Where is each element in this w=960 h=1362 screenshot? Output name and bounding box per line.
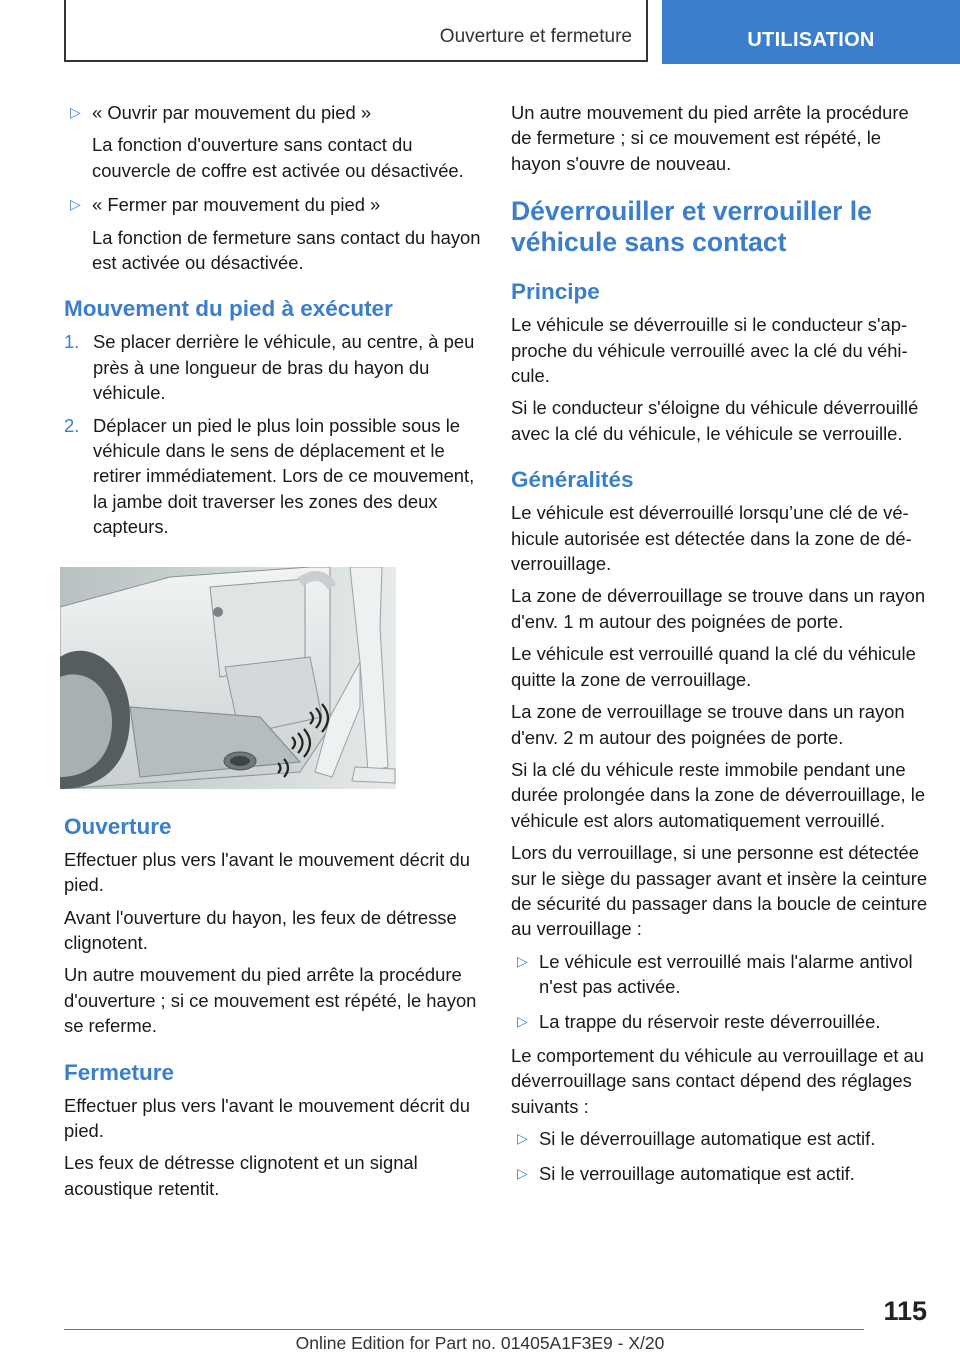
footer-edition: Online Edition for Part no. 01405A1F3E9 - X/20: [295, 1333, 665, 1353]
paragraph: La zone de déverrouillage se trouve dans un rayon d'env. 1 m autour des poignées de porte.: [511, 585, 926, 632]
paragraph: Lors du verrouillage, si une personne est détectée sur le siège du passager avant et insère la ceinture de sécurité du passager dans la boucle de ceinture au verrouillage :: [511, 842, 928, 940]
header-section-title: Ouverture et fermeture: [64, 0, 648, 62]
illustration-foot-sensor: [60, 567, 396, 789]
triangle-bullet-icon: ▷: [70, 104, 81, 120]
step-text: Déplacer un pied le plus loin possible sous le véhicule dans le sens de déplacement et le retirer immédiatement. Lors de ce mouvement, la jambe doit traverser les zones des deux capteurs.: [93, 414, 475, 538]
paragraph: Si le conducteur s'éloigne du véhicule déverrouillé avec la clé du véhicule, le véhicule se verrouille.: [511, 397, 919, 444]
paragraph: Le véhicule est déverrouillé lorsqu’une clé de véhicule autorisée est détectée dans la zone de déverrouillage.: [511, 502, 912, 575]
heading-general: Généralités: [511, 467, 634, 493]
footer-divider: [64, 1329, 864, 1330]
page-number: 115: [883, 1296, 927, 1326]
triangle-bullet-icon: ▷: [517, 1130, 528, 1147]
step-item: [64, 329, 484, 405]
list-item: [511, 1009, 931, 1034]
triangle-bullet-icon: ▷: [517, 1164, 528, 1181]
paragraph: La zone de verrouillage se trouve dans un rayon d'env. 2 m autour des poignées de porte.: [511, 701, 905, 748]
paragraph: Un autre mouvement du pied arrête la procédure d'ouverture ; si ce mouvement est répété, le hayon se referme.: [64, 964, 477, 1037]
triangle-bullet-icon: ▷: [70, 196, 81, 213]
bullet-text: La trappe du réservoir reste déverrouillée.: [539, 1010, 881, 1032]
step-item: [64, 413, 484, 540]
heading-foot-movement: Mouvement du pied à exécuter: [64, 296, 393, 322]
bullet-title: « Ouvrir par mouvement du pied »: [92, 102, 372, 123]
list-item: [511, 1161, 931, 1186]
paragraph: Si la clé du véhicule reste immobile pendant une durée prolongée dans la zone de déverrouillage, le véhicule est alors automatiquement verrouillé.: [511, 758, 926, 831]
bullet-text: La fonction d'ouverture sans contact du couvercle de coffre est activée ou désactivée.: [92, 134, 464, 181]
heading-closing: Fermeture: [64, 1059, 175, 1085]
step-text: Se placer derrière le véhicule, au centre, à peu près à une longueur de bras du hayon du véhicule.: [93, 331, 475, 404]
heading-opening: Ouverture: [64, 813, 172, 839]
right-column: [511, 100, 931, 1195]
paragraph: Le véhicule se déverrouille si le conducteur s'approche du véhicule verrouillé avec la clé du véhicule.: [511, 314, 908, 387]
paragraph: Effectuer plus vers l'avant le mouvement décrit du pied.: [64, 848, 470, 896]
left-column: [64, 100, 484, 1208]
heading-principle: Principe: [511, 279, 600, 305]
list-item: [511, 1126, 931, 1151]
bullet-text: Si le déverrouillage automatique est actif.: [539, 1128, 876, 1150]
paragraph: Les feux de détresse clignotent et un signal acoustique retentit.: [64, 1152, 418, 1199]
step-number: 2.: [64, 414, 80, 436]
heading-keyless-lock: Déverrouiller et verrouiller le véhicule sans contact: [511, 196, 872, 258]
paragraph: Le comportement du véhicule au verrouillage et au déverrouillage sans contact dépend des réglages suivants :: [511, 1044, 925, 1117]
header-chapter-tab: UTILISATION: [662, 0, 960, 64]
paragraph: Un autre mouvement du pied arrête la procédure de fermeture ; si ce mouvement est répété, le hayon s'ouvre de nouveau.: [511, 102, 909, 174]
list-item: [64, 192, 484, 275]
paragraph: Le véhicule est verrouillé quand la clé du véhicule quitte la zone de verrouillage.: [511, 643, 916, 690]
triangle-bullet-icon: ▷: [517, 952, 528, 969]
bullet-text: Si le verrouillage automatique est actif.: [539, 1162, 855, 1184]
paragraph: Avant l'ouverture du hayon, les feux de détresse clignotent.: [64, 906, 457, 953]
bullet-text: Le véhicule est verrouillé mais l'alarme antivol n'est pas activée.: [539, 950, 913, 998]
step-number: 1.: [64, 331, 80, 353]
paragraph: Effectuer plus vers l'avant le mouvement décrit du pied.: [64, 1094, 470, 1141]
bullet-text: La fonction de fermeture sans contact du hayon est activée ou désactivée.: [92, 226, 481, 274]
bullet-title: « Fermer par mouvement du pied »: [92, 194, 381, 216]
triangle-bullet-icon: ▷: [517, 1012, 528, 1029]
list-item: [64, 100, 484, 183]
list-item: [511, 949, 931, 1000]
